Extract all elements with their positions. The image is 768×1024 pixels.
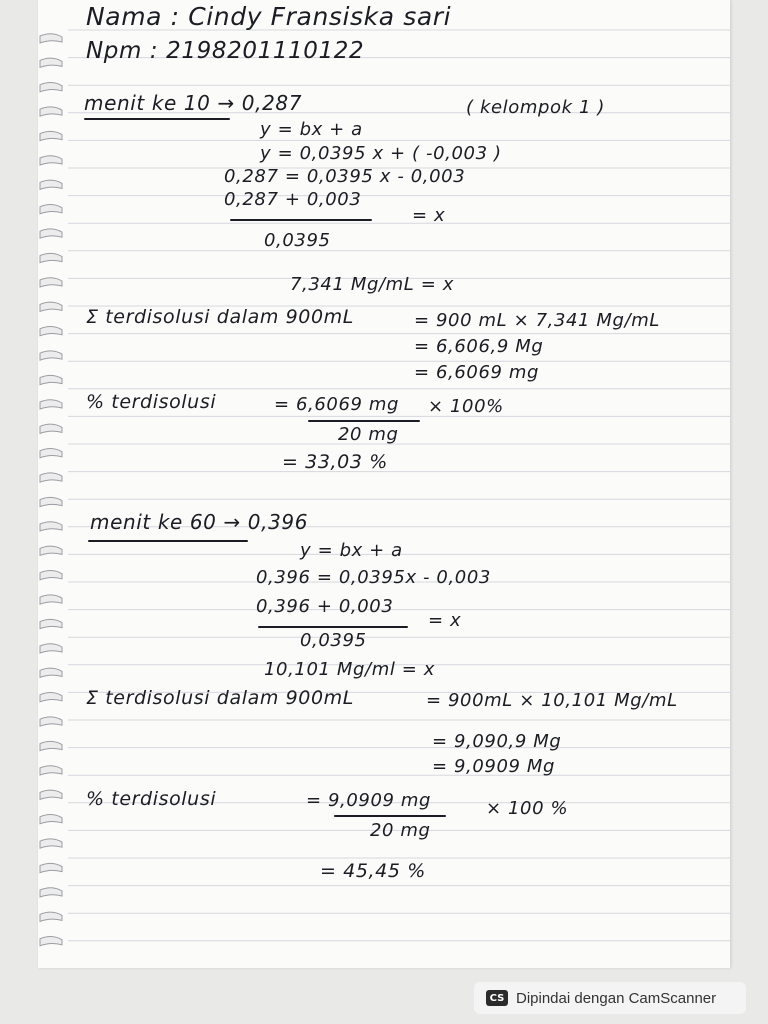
spiral-ring xyxy=(40,815,62,824)
section2-denominator: 0,0395 xyxy=(300,630,367,651)
spiral-ring xyxy=(40,839,62,848)
section1-percent-result: = 33,03 % xyxy=(282,451,388,473)
section1-percent-denominator: 20 mg xyxy=(338,424,399,445)
spiral-ring xyxy=(40,546,62,555)
section2-title-underline xyxy=(88,540,248,542)
section2-eq1: y = bx + a xyxy=(300,540,403,561)
section2-result-x: 10,101 Mg/ml = x xyxy=(264,659,436,680)
spiral-ring xyxy=(40,766,62,775)
section1-numerator: 0,287 + 0,003 xyxy=(224,189,362,210)
spiral-ring xyxy=(40,107,62,116)
spiral-ring xyxy=(40,253,62,262)
spiral-ring xyxy=(40,34,62,43)
section1-dissolved-eq1: = 900 mL × 7,341 Mg/mL xyxy=(414,310,661,331)
spiral-ring xyxy=(40,644,62,653)
section1-percent-numerator: = 6,6069 mg xyxy=(274,394,400,415)
section1-eq2: y = 0,0395 x + ( -0,003 ) xyxy=(260,143,502,164)
spiral-ring xyxy=(40,205,62,214)
notebook-page xyxy=(38,0,730,968)
spiral-ring xyxy=(40,595,62,604)
spiral-ring xyxy=(40,668,62,677)
section1-dissolved-label: Σ terdisolusi dalam 900mL xyxy=(86,306,354,328)
spiral-ring xyxy=(40,449,62,458)
spiral-ring xyxy=(40,156,62,165)
spiral-ring xyxy=(40,400,62,409)
section1-eq1: y = bx + a xyxy=(260,119,363,140)
section2-fraction-bar xyxy=(258,626,408,628)
section2-dissolved-eq2: = 9,090,9 Mg xyxy=(432,731,562,752)
spiral-ring xyxy=(40,351,62,360)
spiral-ring xyxy=(40,327,62,336)
spiral-ring xyxy=(40,790,62,799)
spiral-ring xyxy=(40,522,62,531)
section2-percent-label: % terdisolusi xyxy=(86,788,217,810)
camscanner-watermark xyxy=(474,982,746,1014)
spiral-ring xyxy=(40,717,62,726)
spiral-ring xyxy=(40,937,62,946)
section2-percent-result: = 45,45 % xyxy=(320,860,426,882)
section1-dissolved-eq2: = 6,606,9 Mg xyxy=(414,336,544,357)
section2-numerator: 0,396 + 0,003 xyxy=(256,596,394,617)
section2-percent-times: × 100 % xyxy=(486,798,569,819)
spiral-ring xyxy=(40,741,62,750)
student-npm: Npm : 2198201110122 xyxy=(86,38,365,64)
section1-denominator: 0,0395 xyxy=(264,230,331,251)
section1-dissolved-eq3: = 6,6069 mg xyxy=(414,362,540,383)
spiral-ring xyxy=(40,180,62,189)
spiral-binding xyxy=(38,0,98,968)
section2-percent-fraction-bar xyxy=(334,815,446,817)
section2-dissolved-eq1: = 900mL × 10,101 Mg/mL xyxy=(426,690,678,711)
student-name: Nama : Cindy Fransiska sari xyxy=(86,2,452,31)
section2-dissolved-eq3: = 9,0909 Mg xyxy=(432,756,556,777)
section2-title: menit ke 60 → 0,396 xyxy=(90,510,309,534)
spiral-ring xyxy=(40,912,62,921)
section1-equals-x: = x xyxy=(412,205,446,226)
group-label: ( kelompok 1 ) xyxy=(466,97,605,118)
spiral-ring xyxy=(40,473,62,482)
camscanner-label: Dipindai dengan CamScanner xyxy=(516,989,717,1007)
section1-title-underline xyxy=(84,118,230,120)
spiral-ring xyxy=(40,693,62,702)
spiral-ring xyxy=(40,619,62,628)
section1-percent-fraction-bar xyxy=(308,420,420,422)
spiral-ring xyxy=(40,888,62,897)
spiral-ring xyxy=(40,58,62,67)
section1-fraction-bar xyxy=(230,219,372,221)
camscanner-logo-icon: CS xyxy=(486,990,508,1006)
spiral-ring xyxy=(40,424,62,433)
spiral-ring xyxy=(40,302,62,311)
spiral-ring xyxy=(40,497,62,506)
section2-percent-denominator: 20 mg xyxy=(370,820,431,841)
spiral-ring xyxy=(40,863,62,872)
spiral-ring xyxy=(40,278,62,287)
section2-dissolved-label: Σ terdisolusi dalam 900mL xyxy=(86,687,354,709)
section1-eq3: 0,287 = 0,0395 x - 0,003 xyxy=(224,166,466,187)
section2-eq2: 0,396 = 0,0395x - 0,003 xyxy=(256,567,491,588)
spiral-ring xyxy=(40,131,62,140)
spiral-ring xyxy=(40,229,62,238)
section1-title: menit ke 10 → 0,287 xyxy=(84,91,303,115)
section1-percent-times: × 100% xyxy=(428,396,504,417)
spiral-ring xyxy=(40,375,62,384)
spiral-ring xyxy=(40,571,62,580)
section1-percent-label: % terdisolusi xyxy=(86,391,217,413)
section2-equals-x: = x xyxy=(428,610,462,631)
section2-percent-numerator: = 9,0909 mg xyxy=(306,790,432,811)
section1-result-x: 7,341 Mg/mL = x xyxy=(290,274,455,295)
spiral-ring xyxy=(40,83,62,92)
